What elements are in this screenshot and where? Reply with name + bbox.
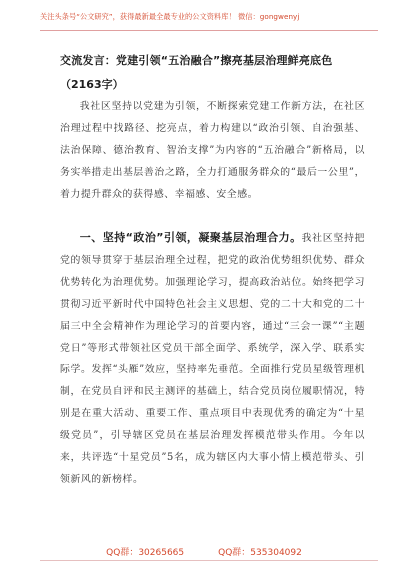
document-title: 交流发言：党建引领“五治融合”擦亮基层治理鲜亮底色 <box>60 54 333 67</box>
paragraph-section-1-text: 我社区坚持把党的领导贯穿于基层治理全过程，把党的政治优势组织优势、群众优势转化为治理优势。加强理论学习，提高政治站位。始终把学习贯彻习近平新时代中国特色社会主义思想、党的二十大和党的二十届三中全会精神作为理论学习的首要内容，通过“三会一课”“主题党日”等形式带领社区党员干部全面学、系统学，深入学、联系实际学。发挥“头雁”效应，坚持率先垂范。全面推行党员星级管理机制，在党员自评和民主测评的基础上，结合党员岗位履职情况，特别是在重大活动、重要工作、重点项目中表现优秀的确定为“十星级党员”，引导辖区党员在基层治理发挥模范带头作用。今年以来，共评选“十星党员”5名，成为辖区内大事小情上模范带头、引领新风的新榜样。 <box>60 233 365 485</box>
footer-contact <box>0 545 408 558</box>
paragraph-intro <box>60 96 365 206</box>
header-banner: 关注头条号“公文研究”，获得最新最全最专业的公文资料库！ 微信：gongwenyj <box>40 12 300 21</box>
section-heading: 一、坚持“政治”引领，凝聚基层治理合力。 <box>79 231 302 244</box>
footer-divider <box>40 560 378 561</box>
paragraph-section-1 <box>60 227 365 491</box>
footer-qq-group-1: QQ群：30265665 <box>106 548 185 558</box>
header-divider <box>40 30 378 31</box>
word-count: （2163字） <box>60 78 124 91</box>
paragraph-intro-text: 我社区坚持以党建为引领，不断探索党建工作新方法，在社区治理过程中找路径、挖亮点，着力构建以“政治引领、自治强基、法治保障、德治教育、智治支撑”为内容的“五治融合”新格局，以务实举措走出基层善治之路，全力打通服务群众的“最后一公里”，着力提升群众的获得感、幸福感、安全感。 <box>60 101 365 200</box>
footer-qq-group-2: QQ群：535304092 <box>218 548 302 558</box>
